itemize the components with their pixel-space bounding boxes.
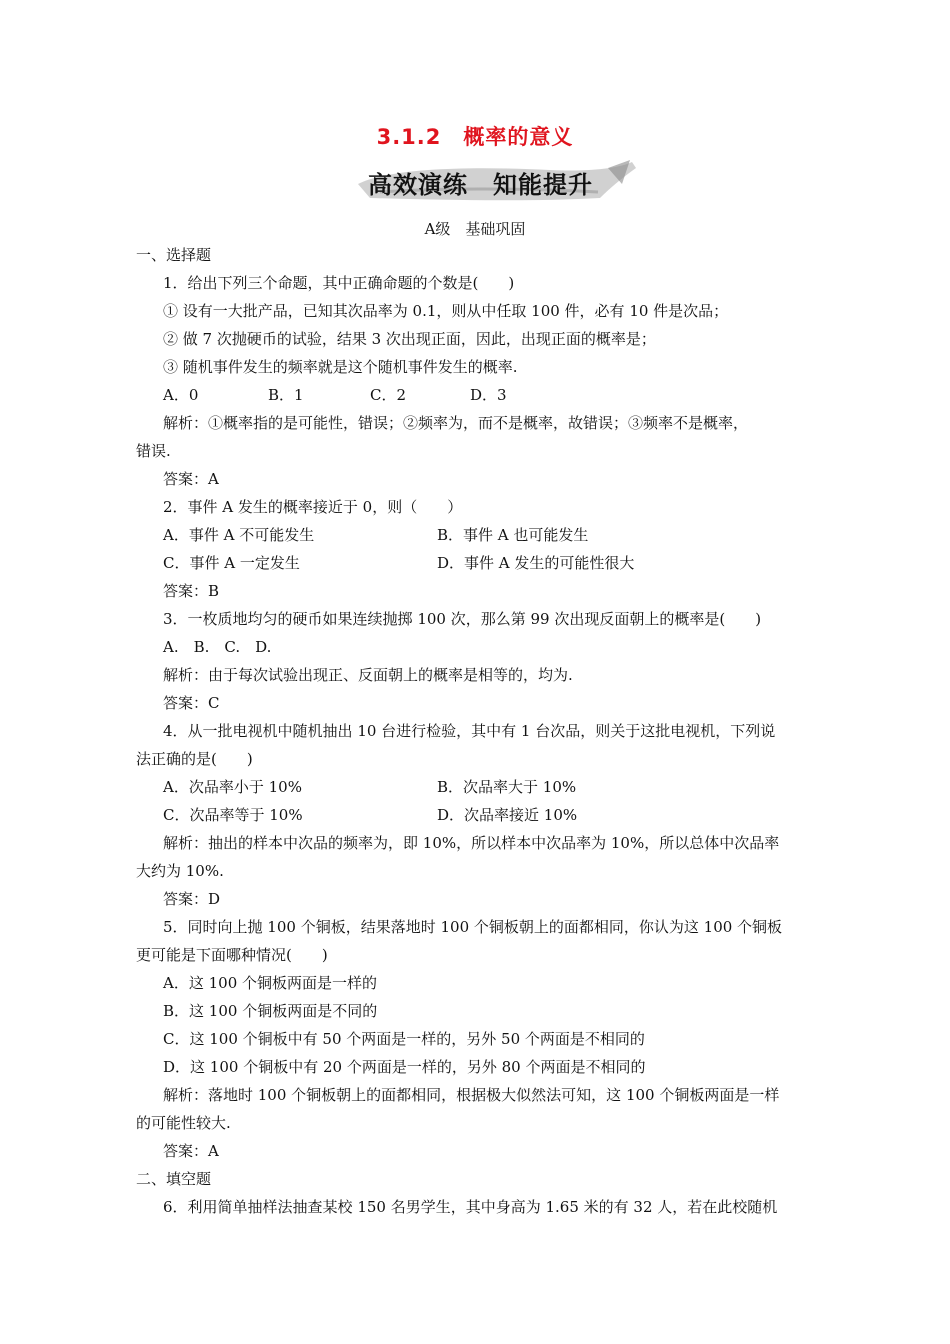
q2-option: C．事件 A 一定发生 [163, 554, 300, 572]
q2-answer: 答案：B [163, 582, 220, 600]
q4-option: B．次品率大于 10% [437, 778, 577, 796]
q3-explanation: 解析：由于每次试验出现正、反面朝上的概率是相等的，均为. [163, 666, 573, 684]
q1-statement-1: ① 设有一大批产品，已知其次品率为 0.1，则从中任取 100 件，必有 10 件是次品； [163, 302, 729, 320]
q4-option: C．次品率等于 10% [163, 806, 303, 824]
q5-option: D．这 100 个铜板中有 20 个两面是一样的，另外 80 个两面是不相同的 [163, 1058, 646, 1076]
question-1: 1．给出下列三个命题，其中正确命题的个数是( ) [163, 274, 515, 292]
q4-explanation-cont: 大约为 10%. [136, 862, 224, 880]
question-5: 5．同时向上抛 100 个铜板，结果落地时 100 个铜板朝上的面都相同，你认为这 100 个铜板 [163, 918, 783, 936]
q1-explanation-cont: 错误. [136, 442, 171, 460]
q1-option: A．0 [163, 386, 199, 404]
banner-text: 高效演练 知能提升 [368, 171, 593, 199]
question-5-cont: 更可能是下面哪种情况( ) [136, 946, 328, 964]
q4-option: A．次品率小于 10% [163, 778, 302, 796]
question-6: 6．利用简单抽样法抽查某校 150 名男学生，其中身高为 1.65 米的有 32 人，若在此校随机 [163, 1198, 778, 1216]
q5-answer: 答案：A [163, 1142, 219, 1160]
q1-option: D．3 [470, 386, 507, 404]
q4-answer: 答案：D [163, 890, 221, 908]
lesson-title: 3.1.2 概率的意义 [376, 125, 574, 149]
q1-answer: 答案：A [163, 470, 219, 488]
q5-explanation-cont: 的可能性较大. [136, 1114, 231, 1132]
section-heading: 二、填空题 [136, 1170, 212, 1188]
question-2: 2．事件 A 发生的概率接近于 0，则（ ） [163, 498, 463, 516]
level-heading: A级 基础巩固 [424, 220, 526, 238]
q5-option: C．这 100 个铜板中有 50 个两面是一样的，另外 50 个两面是不相同的 [163, 1030, 645, 1048]
q1-statement-2: ② 做 7 次抛硬币的试验，结果 3 次出现正面，因此，出现正面的概率是； [163, 330, 656, 348]
section-banner [350, 158, 640, 206]
question-4-cont: 法正确的是( ) [136, 750, 253, 768]
q2-option: D．事件 A 发生的可能性很大 [437, 554, 635, 572]
q2-option: B．事件 A 也可能发生 [437, 526, 589, 544]
q4-explanation: 解析：抽出的样本中次品的频率为，即 10%，所以样本中次品率为 10%，所以总体中次品率 [163, 834, 780, 852]
q3-options: A. B. C. D. [163, 638, 272, 656]
section-heading: 一、选择题 [136, 246, 212, 264]
q1-option: B．1 [268, 386, 304, 404]
q5-explanation: 解析：落地时 100 个铜板朝上的面都相同，根据极大似然法可知，这 100 个铜板两面是一样 [163, 1086, 780, 1104]
q5-option: A．这 100 个铜板两面是一样的 [163, 974, 378, 992]
q1-explanation: 解析：①概率指的是可能性，错误；②频率为，而不是概率，故错误；③频率不是概率， [163, 414, 749, 432]
q2-option: A．事件 A 不可能发生 [163, 526, 315, 544]
question-4: 4．从一批电视机中随机抽出 10 台进行检验，其中有 1 台次品，则关于这批电视机，下列说 [163, 722, 776, 740]
q4-option: D．次品率接近 10% [437, 806, 578, 824]
q3-answer: 答案：C [163, 694, 220, 712]
q5-option: B．这 100 个铜板两面是不同的 [163, 1002, 378, 1020]
q1-option: C．2 [370, 386, 407, 404]
q1-statement-3: ③ 随机事件发生的频率就是这个随机事件发生的概率. [163, 358, 518, 376]
question-3: 3．一枚质地均匀的硬币如果连续抛掷 100 次，那么第 99 次出现反面朝上的概率是( ) [163, 610, 762, 628]
